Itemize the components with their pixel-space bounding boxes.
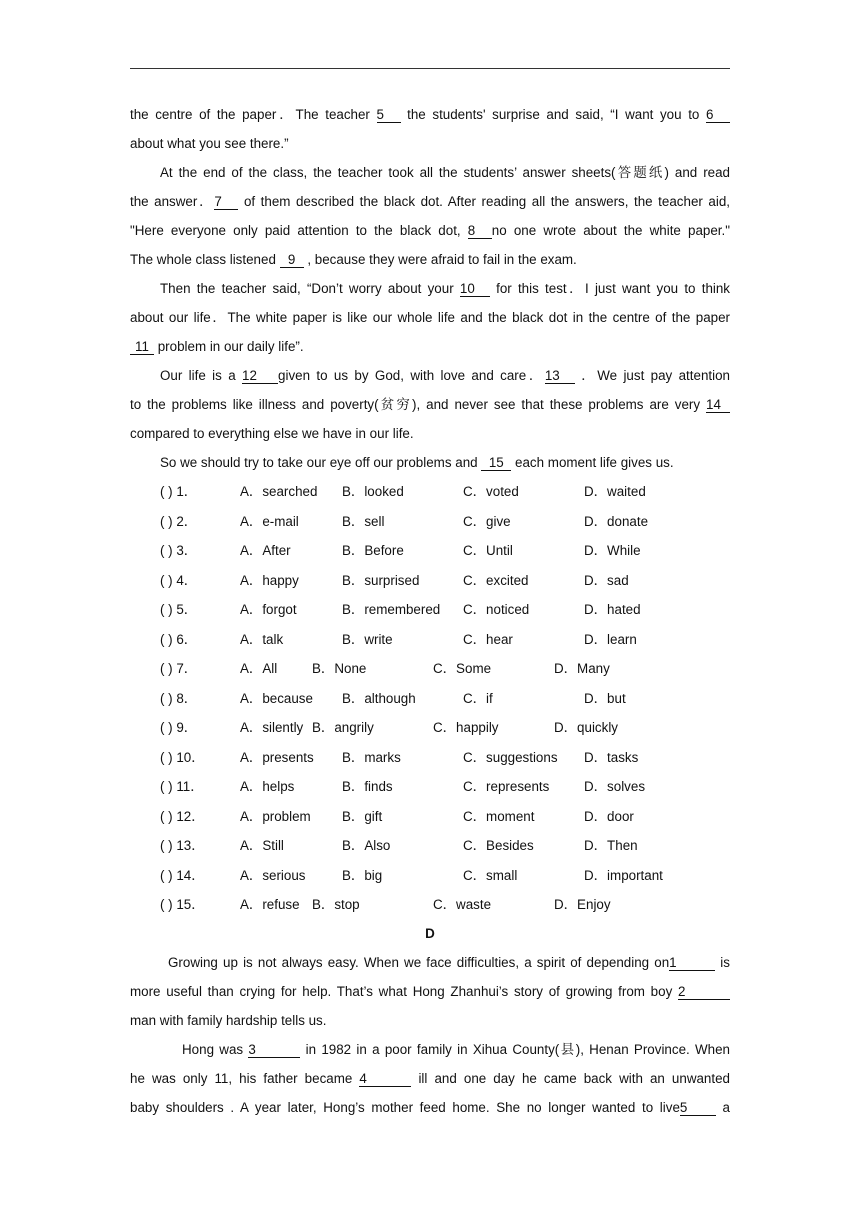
passage-line	[130, 274, 730, 303]
option-c: C．waste	[433, 897, 492, 912]
passage-line	[130, 100, 730, 129]
option-a: A．searched	[240, 484, 318, 499]
blank-14: 14	[706, 397, 730, 413]
option-d: D．Then	[584, 838, 638, 853]
question-number: ( ) 9．	[160, 720, 198, 735]
question-row	[130, 536, 730, 566]
text: a	[715, 1099, 731, 1115]
option-b: B．big	[342, 867, 383, 883]
question-number: ( ) 4．	[160, 572, 198, 588]
question-row	[130, 507, 730, 537]
option-b: B．stop	[312, 897, 360, 912]
option-c: C．happily	[433, 720, 499, 735]
option-c: C．suggestions	[463, 749, 558, 765]
passage-line	[130, 245, 730, 274]
blank-10: 10	[460, 281, 490, 297]
text: the students' surprise and said, “I want you to	[400, 107, 706, 122]
option-a: A．All	[240, 661, 278, 676]
passage-line: about our life．The white paper is like our whole life and the black dot in the centre of the paper	[130, 310, 730, 325]
question-row	[130, 890, 730, 920]
question-row	[130, 772, 730, 802]
question-number: ( ) 13．	[160, 838, 205, 853]
option-a: A．silently	[240, 720, 304, 735]
option-c: C．if	[463, 690, 493, 706]
option-b: B．Before	[342, 543, 404, 558]
option-c: C．moment	[463, 808, 535, 824]
option-c: C．voted	[463, 484, 519, 499]
option-a: A．happy	[240, 572, 299, 588]
option-d: D．donate	[584, 513, 649, 529]
question-row	[130, 654, 730, 684]
option-c: C．excited	[463, 572, 529, 588]
question-number: ( ) 5．	[160, 602, 198, 617]
question-number: ( ) 6．	[160, 631, 198, 647]
option-a: A．serious	[240, 867, 306, 883]
blank-6: 6	[706, 107, 730, 123]
option-b: B．finds	[342, 779, 393, 794]
option-d: D．Enjoy	[554, 897, 611, 912]
blank-d2: 2	[678, 984, 730, 1000]
option-b: B．remembered	[342, 602, 441, 617]
option-a: A．because	[240, 690, 313, 706]
question-row	[130, 684, 730, 714]
option-d: D．tasks	[584, 749, 639, 765]
option-b: B．surprised	[342, 572, 420, 588]
question-row	[130, 831, 730, 861]
option-c: C．Besides	[463, 838, 534, 853]
question-number: ( ) 7．	[160, 661, 198, 676]
option-d: D．sad	[584, 572, 629, 588]
text: ill and one day he came back with an unwanted	[411, 1070, 730, 1086]
option-d: D．waited	[584, 484, 646, 499]
option-a: A．Still	[240, 838, 284, 853]
blank-15: 15	[481, 455, 511, 471]
option-c: C．Some	[433, 661, 492, 676]
option-d: D．solves	[584, 779, 646, 794]
text: no one wrote about the white paper."	[491, 223, 731, 238]
blank-7: 7	[214, 194, 238, 210]
text: to the problems like illness and poverty(贫穷), and never see that these problems are very	[130, 397, 706, 412]
option-d: D．door	[584, 808, 634, 824]
question-number: ( ) 8．	[160, 690, 198, 706]
question-number: ( ) 14．	[160, 867, 205, 883]
passage-line	[130, 187, 730, 216]
option-a: A．e-mail	[240, 513, 299, 529]
option-b: B．gift	[342, 808, 383, 824]
option-d: D．Many	[554, 661, 610, 676]
header-rule	[130, 68, 730, 69]
question-row	[130, 566, 730, 596]
option-d: D．While	[584, 543, 641, 558]
option-b: B．sell	[342, 513, 385, 529]
text: So we should try to take our eye off our problems and	[160, 455, 482, 470]
passage-line: compared to everything else we have in our life.	[130, 426, 414, 441]
document-body	[130, 100, 730, 1122]
passage-line	[130, 1035, 730, 1064]
option-b: B．write	[342, 631, 393, 647]
blank-d4: 4	[359, 1071, 411, 1087]
text: ．We just pay attention	[574, 368, 730, 383]
text: the centre of the paper．The teacher	[130, 107, 377, 122]
text: baby shoulders . A year later, Hong’s mother feed home. She no longer wanted to live	[130, 1099, 680, 1115]
question-number: ( ) 2．	[160, 513, 198, 529]
text: Then the teacher said, “Don’t worry about your	[160, 281, 460, 296]
question-number: ( ) 10．	[160, 749, 205, 765]
text: each moment life gives us.	[511, 455, 674, 470]
option-d: D．hated	[584, 602, 641, 617]
text: is	[715, 954, 730, 970]
blank-5: 5	[377, 107, 401, 123]
passage-line	[130, 1093, 730, 1122]
passage-line: about what you see there.”	[130, 136, 289, 151]
option-b: B．looked	[342, 484, 404, 499]
text: more useful than crying for help. That’s what Hong Zhanhui’s story of growing from boy	[130, 983, 678, 999]
passage-line	[130, 216, 730, 245]
option-a: A．refuse	[240, 897, 300, 912]
text: Our life is a	[160, 368, 243, 383]
text: Growing up is not always easy. When we face difficulties, a spirit of depending on	[168, 954, 670, 970]
option-c: C．Until	[463, 543, 513, 558]
text: given to us by God, with love and care．	[278, 368, 545, 383]
question-number: ( ) 3．	[160, 543, 198, 558]
option-a: A．presents	[240, 749, 314, 765]
option-b: B．angrily	[312, 720, 374, 735]
passage-line	[130, 1064, 730, 1093]
question-row	[130, 861, 730, 891]
question-number: ( ) 15．	[160, 897, 205, 912]
option-b: B．Also	[342, 838, 391, 853]
text: Hong was	[182, 1041, 249, 1057]
question-row	[130, 625, 730, 655]
blank-d1: 1	[669, 955, 715, 971]
option-b: B．although	[342, 690, 416, 706]
option-c: C．give	[463, 513, 511, 529]
passage-line	[130, 332, 730, 361]
blank-11: 11	[130, 339, 154, 355]
option-b: B．None	[312, 661, 367, 676]
text: the answer．	[130, 194, 215, 209]
text: "Here everyone only paid attention to the black dot,	[130, 223, 468, 238]
question-row	[130, 477, 730, 507]
blank-9: 9	[280, 252, 304, 268]
passage-line	[130, 361, 730, 390]
option-a: A．problem	[240, 808, 311, 824]
question-number: ( ) 11．	[160, 779, 204, 794]
passage-line: man with family hardship tells us.	[130, 1012, 327, 1028]
question-row	[130, 802, 730, 832]
option-d: D．learn	[584, 631, 637, 647]
passage-line	[130, 390, 730, 419]
passage-line	[130, 977, 730, 1006]
option-d: D．important	[584, 867, 663, 883]
blank-12: 12	[242, 368, 278, 384]
section-heading: D	[425, 925, 435, 941]
option-a: A．After	[240, 543, 291, 558]
question-row	[130, 595, 730, 625]
question-row	[130, 743, 730, 773]
option-c: C．hear	[463, 631, 513, 647]
blank-13: 13	[545, 368, 575, 384]
passage-line: At the end of the class, the teacher took all the students’ answer sheets(答题纸) and read	[160, 165, 730, 180]
text: The whole class listened	[130, 252, 280, 267]
option-a: A．forgot	[240, 602, 297, 617]
text: in 1982 in a poor family in Xihua County(县), Henan Province. When	[300, 1041, 730, 1057]
question-number: ( ) 1．	[160, 484, 198, 499]
question-number: ( ) 12．	[160, 808, 205, 824]
text: he was only 11, his father became	[130, 1070, 360, 1086]
blank-8: 8	[468, 223, 492, 239]
text: problem in our daily life”.	[154, 339, 304, 354]
option-b: B．marks	[342, 749, 401, 765]
option-c: C．small	[463, 867, 518, 883]
text: of them described the black dot. After reading all the answers, the teacher aid,	[238, 194, 730, 209]
blank-d3: 3	[248, 1042, 300, 1058]
text: for this test．I just want you to think	[489, 281, 731, 296]
option-c: C．noticed	[463, 602, 530, 617]
option-d: D．quickly	[554, 720, 618, 735]
blank-d5: 5	[680, 1100, 716, 1116]
text: , because they were afraid to fail in the exam.	[303, 252, 577, 267]
question-row	[130, 713, 730, 743]
option-a: A．helps	[240, 779, 295, 794]
passage-line	[130, 448, 730, 477]
passage-line	[130, 948, 730, 977]
option-a: A．talk	[240, 631, 284, 647]
option-d: D．but	[584, 690, 626, 706]
option-c: C．represents	[463, 779, 550, 794]
